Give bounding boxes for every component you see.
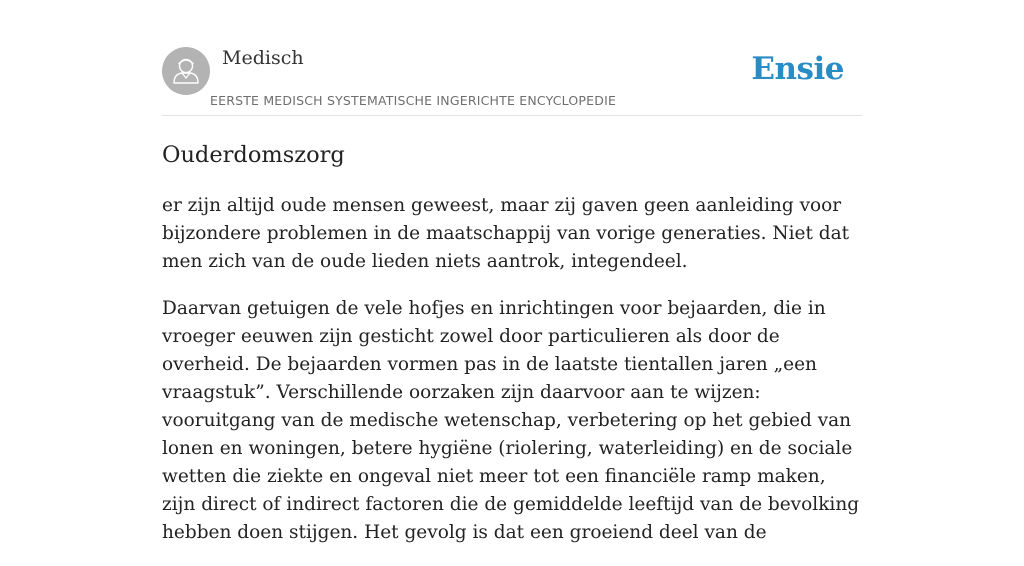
user-avatar-icon[interactable] bbox=[162, 47, 210, 95]
article-paragraph: Daarvan getuigen de vele hofjes en inrichtingen voor bejaarden, die in vroeger eeuwen zijn gesticht zowel door particulieren als door de overheid. De bejaarden vormen pas in de laatste tientallen jaren „een vraagstuk”. Verschillende oorzaken zijn daarvoor aan te wijzen: vooruitgang van de medische wetenschap, verbetering op het gebied van lonen en woningen, betere hygiëne (riolering, waterleiding) en de sociale wetten die ziekte en ongeval niet meer tot een financiële ramp maken, zijn direct of indirect factoren die de gemiddelde leeftijd van de bevolking hebben doen stijgen. Het gevolg is dat een groeiend deel van de bbox=[162, 298, 860, 543]
category-link[interactable]: Medisch bbox=[222, 47, 304, 69]
brand-logo[interactable]: Ensie bbox=[751, 51, 844, 87]
header bbox=[162, 0, 862, 116]
content-container bbox=[162, 0, 862, 543]
article-paragraph: er zijn altijd oude mensen geweest, maar zij gaven geen aanleiding voor bijzondere problemen in de maatschappij van vorige generaties. Niet dat men zich van de oude lieden niets aantrok, integendeel. bbox=[162, 195, 850, 272]
article-title: Ouderdomszorg bbox=[162, 142, 345, 168]
article-body bbox=[162, 192, 864, 566]
site-subtitle: EERSTE MEDISCH SYSTEMATISCHE INGERICHTE ENCYCLOPEDIE bbox=[210, 93, 617, 108]
